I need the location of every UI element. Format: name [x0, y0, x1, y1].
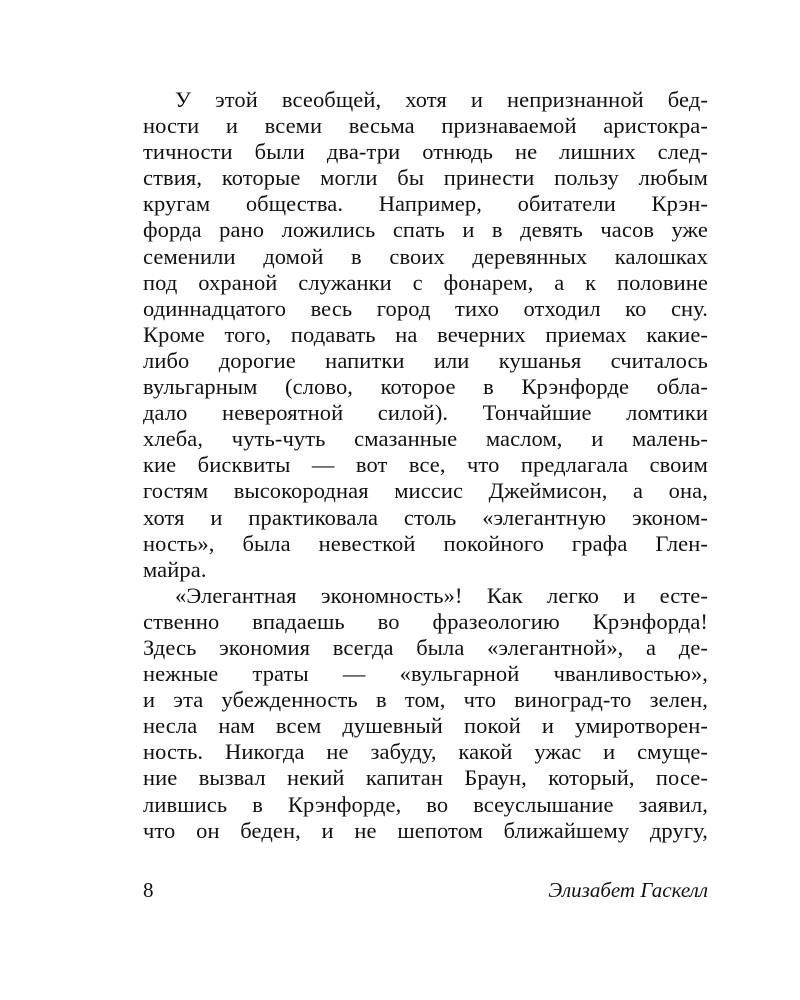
text-line: либо дорогие напитки или кушанья считалось: [143, 347, 708, 373]
page-number: 8: [143, 878, 154, 902]
text-line: ствия, которые могли бы принести пользу любым: [143, 165, 708, 191]
text-line: хотя и практиковала столь «элегантную эконом-: [143, 504, 708, 530]
text-line: лившись в Крэнфорде, во всеуслышание заявил,: [143, 791, 708, 817]
text-line: дало невероятной силой). Тончайшие ломтики: [143, 400, 708, 426]
text-line: под охраной служанки с фонарем, а к половине: [143, 269, 708, 295]
text-line: форда рано ложились спать и в девять часов уже: [143, 217, 708, 243]
text-line: кие бисквиты — вот все, что предлагала своим: [143, 452, 708, 478]
running-title: Элизабет Гаскелл: [548, 878, 708, 902]
text-line: «Элегантная экономность»! Как легко и есте-: [175, 582, 708, 608]
text-line: хлеба, чуть-чуть смазанные маслом, и малень-: [143, 426, 708, 452]
text-line: гостям высокородная миссис Джеймисон, а она,: [143, 478, 708, 504]
text-line: семенили домой в своих деревянных калошках: [143, 243, 708, 269]
text-line: ственно впадаешь во фразеологию Крэнфорда!: [143, 608, 708, 634]
text-line: что он беден, и не шепотом ближайшему другу,: [143, 817, 708, 843]
text-line: У этой всеобщей, хотя и непризнанной бед-: [175, 87, 708, 112]
text-line: несла нам всем душевный покой и умиротворен-: [143, 713, 708, 739]
text-line: Кроме того, подавать на вечерних приемах какие-: [143, 321, 708, 347]
text-line: майра.: [143, 556, 207, 582]
body-text: [143, 87, 708, 844]
text-line: ность. Никогда не забуду, какой ужас и смуще-: [143, 739, 708, 765]
text-line: ние вызвал некий капитан Браун, который, посе-: [143, 765, 708, 791]
text-line: и эта убежденность в том, что виноград-то зелен,: [143, 687, 708, 713]
text-line: нежные траты — «вульгарной чванливостью»,: [143, 661, 708, 687]
text-line: ности и всеми весьма признаваемой аристокра-: [143, 113, 708, 139]
text-line: одиннадцатого весь город тихо отходил ко сну.: [143, 295, 708, 321]
text-line: ность», была невесткой покойного графа Глен-: [143, 530, 708, 556]
text-line: тичности были два-три отнюдь не лишних след-: [143, 139, 708, 165]
text-line: вульгарным (слово, которое в Крэнфорде обла-: [143, 374, 708, 400]
page-footer: [143, 876, 708, 904]
text-line: Здесь экономия всегда была «элегантной», а де-: [143, 634, 708, 660]
text-line: кругам общества. Например, обитатели Крэн-: [143, 191, 708, 217]
